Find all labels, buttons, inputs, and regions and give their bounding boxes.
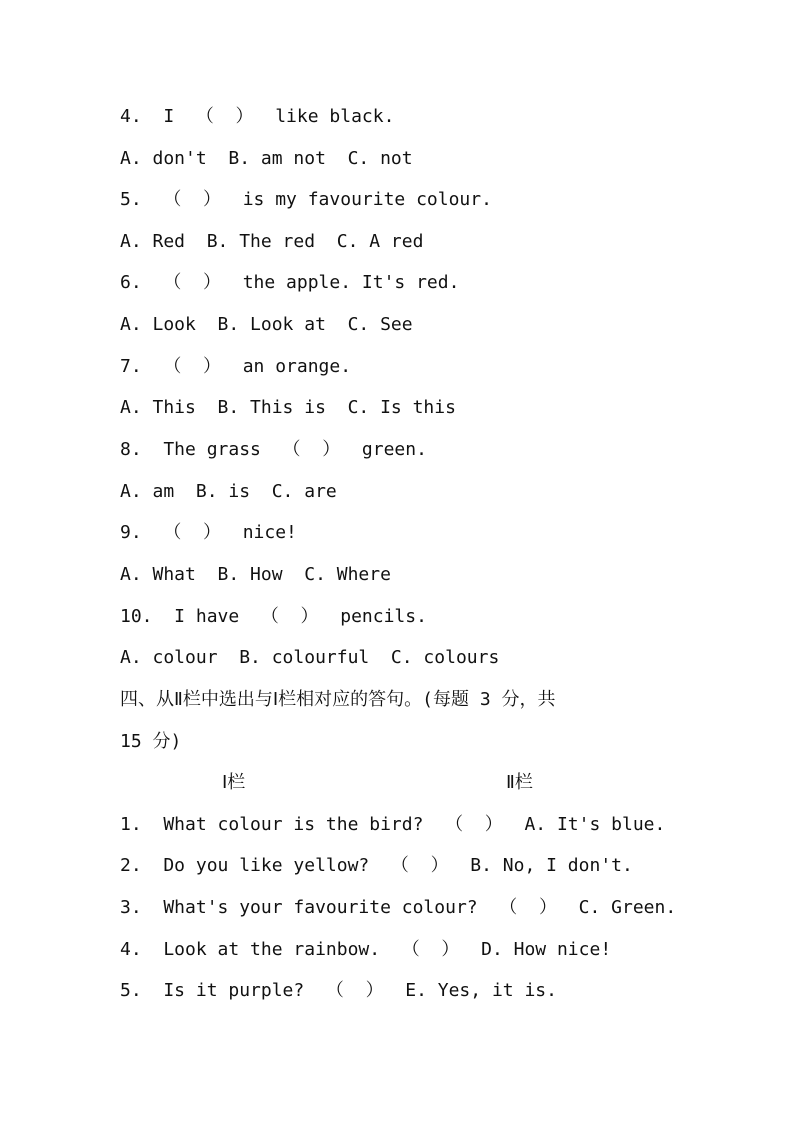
question-8: 8. The grass （ ） green. — [120, 439, 427, 460]
column-2-header: Ⅱ栏 — [506, 772, 533, 793]
question-10-options: A. colour B. colourful C. colours — [120, 647, 500, 668]
question-5: 5. （ ） is my favourite colour. — [120, 189, 492, 210]
question-6: 6. （ ） the apple. It's red. — [120, 272, 460, 293]
question-5-options: A. Red B. The red C. A red — [120, 231, 424, 252]
question-7-options: A. This B. This is C. Is this — [120, 397, 456, 418]
question-7: 7. （ ） an orange. — [120, 356, 352, 377]
question-4-options: A. don't B. am not C. not — [120, 148, 413, 169]
match-item-5: 5. Is it purple? （ ） E. Yes, it is. — [120, 980, 557, 1001]
match-item-4: 4. Look at the rainbow. （ ） D. How nice! — [120, 939, 612, 960]
question-4: 4. I （ ） like black. — [120, 106, 395, 127]
match-item-1: 1. What colour is the bird? （ ） A. It's blue. — [120, 814, 666, 835]
match-item-3: 3. What's your favourite colour? （ ） C. Green. — [120, 897, 677, 918]
question-9-options: A. What B. How C. Where — [120, 564, 391, 585]
question-9: 9. （ ） nice! — [120, 522, 297, 543]
column-1-header: Ⅰ栏 — [222, 772, 246, 793]
section-4-instruction-cont: 15 分) — [120, 731, 182, 752]
section-4-instruction: 四、从Ⅱ栏中选出与Ⅰ栏相对应的答句。(每题 3 分，共 — [120, 689, 556, 710]
question-8-options: A. am B. is C. are — [120, 481, 337, 502]
question-10: 10. I have （ ） pencils. — [120, 606, 427, 627]
question-6-options: A. Look B. Look at C. See — [120, 314, 413, 335]
match-item-2: 2. Do you like yellow? （ ） B. No, I don't. — [120, 855, 633, 876]
